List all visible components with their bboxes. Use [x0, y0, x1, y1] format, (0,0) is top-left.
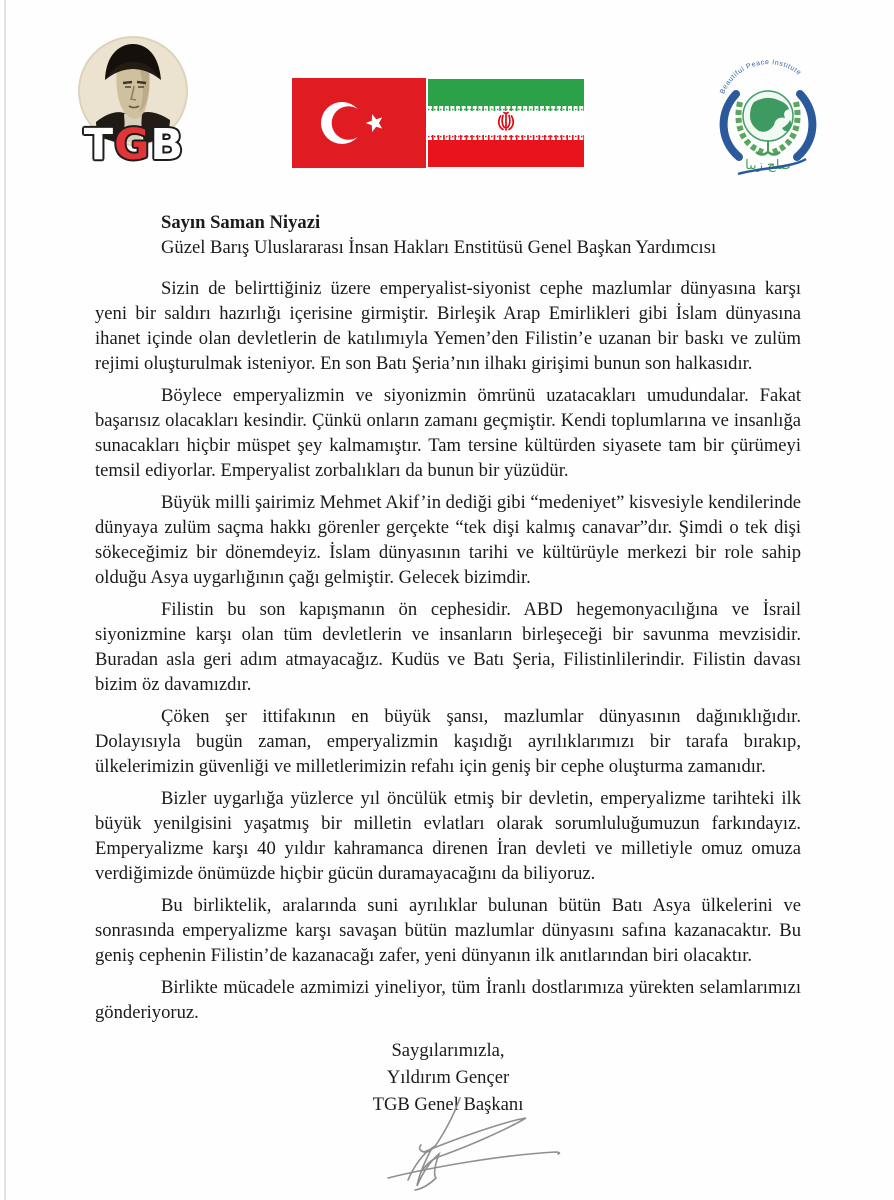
letter-paragraph: Filistin bu son kapışmanın ön cephesidir. ABD hegemonyacılığına ve İsrail siyonizmine karşı olan tüm devletlerin ve insanların birleşeceği bir savunma mevzisidir. Buradan asla geri adım atmayacağız. Kudüs ve Batı Şeria, Filistinlilerindir. Filistin davası bizim öz davamızdır.	[95, 599, 801, 695]
institute-bottom-text: صلح زیبا	[745, 158, 791, 173]
letter-paragraph: Büyük milli şairimiz Mehmet Akif’in dediği gibi “medeniyet” kisvesiyle kendilerinde dünyaya zulüm saçma hakkı görenler gerçekte “tek dişi kalmış canavar”dır. Şimdi o tek dişi sökeceğimiz bir dönemdeyiz. İslam dünyasının tarihi ve kültürüyle merkezi bir role sahip olduğu Asya uygarlığının çağı gelmiştir. Gelecek bizimdir.	[95, 492, 801, 588]
signature-image	[352, 1092, 582, 1197]
signer-title: TGB Genel Başkanı	[372, 1094, 524, 1115]
letter-body	[95, 210, 801, 1118]
tgb-logo	[76, 34, 192, 174]
signer-name: Yıldırım Gençer	[386, 1067, 510, 1088]
tgb-letter-t: T	[83, 120, 115, 170]
iran-flag	[428, 79, 584, 167]
recipient-name: Sayın Saman Niyazi	[161, 212, 321, 233]
tgb-letter-b: B	[150, 120, 185, 170]
svg-text:Beautiful Peace Institute	[719, 59, 802, 95]
letter-paragraph: Böylece emperyalizmin ve siyonizmin ömrünü uzatacakları umudundalar. Fakat başarısız olacakları kesindir. Çünkü onların zamanı geçmiştir. Kendi toplumlarına ve insanlığa sunacakları hiçbir müspet şey kalmamıştır. Tam tersine kültürden siyasete tam bir çürümeyi temsil ediyorlar. Emperyalist zorbalıkları da bunun bir yüzüdür.	[95, 385, 801, 481]
letter-paragraph: Birlikte mücadele azmimizi yineliyor, tüm İranlı dostlarımıza yürekten selamlarımızı gönderiyoruz.	[95, 977, 801, 1023]
institute-logo	[706, 40, 830, 178]
recipient-block	[161, 210, 801, 260]
scan-edge-line	[4, 0, 6, 1200]
tgb-wordmark	[72, 122, 196, 168]
letter-paragraph: Bizler uygarlığa yüzlerce yıl öncülük etmiş bir devletin, emperyalizme tarihteki ilk büyük yenilgisini yaşatmış bir milletin evlatları olarak sorumluluğumuzun farkındayız. Emperyalizme karşı 40 yıldır kahramanca direnen İran devleti ve milletiyle omuz omuza verdiğimizde önümüzde hiçbir gücün duramayacağını da biliyoruz.	[95, 788, 801, 884]
recipient-title: Güzel Barış Uluslararası İnsan Hakları Enstitüsü Genel Başkan Yardımcısı	[161, 237, 717, 258]
turkey-flag	[292, 78, 426, 168]
letter-paragraph: Sizin de belirttiğiniz üzere emperyalist-siyonist cephe mazlumlar dünyasına karşı yeni bir saldırı hazırlığı içerisine girmiştir. Birleşik Arap Emirlikleri gibi İslam dünyasına ihanet içinde olan devletlerin de katılımıyla Yemen’den Filistin’e uzanan bir baskı ve zulüm rejimi oluşturulmak isteniyor. En son Batı Şeria’nın ilhakı girişimi bunun son halkasıdır.	[95, 278, 801, 374]
tgb-letter-g: G	[114, 120, 151, 170]
institute-arc-text: Beautiful Peace Institute	[719, 59, 803, 96]
letter-paragraph: Bu birliktelik, aralarında suni ayrılıklar bulunan bütün Batı Asya ülkelerini ve sonrasında emperyalizme karşı savaşan bütün mazlumlar dünyasını safına kazanacaktır. Bu geniş cephenin Filistin’de kazanacağı zafer, yeni dünyanın ilk anıtlarından biri olacaktır.	[95, 895, 801, 966]
closing-salutation: Saygılarımızla,	[391, 1040, 505, 1061]
letter-paragraph: Çöken şer ittifakının en büyük şansı, mazlumlar dünyasının dağınıklığıdır. Dolayısıyla bugün zaman, emperyalizmin kaşıdığı ayrılıklarımızı bir tarafa bırakıp, ülkelerimizin güvenliği ve milletlerimizin refahı için geniş bir cephe oluşturma zamanıdır.	[95, 706, 801, 777]
globe-icon	[743, 91, 793, 141]
